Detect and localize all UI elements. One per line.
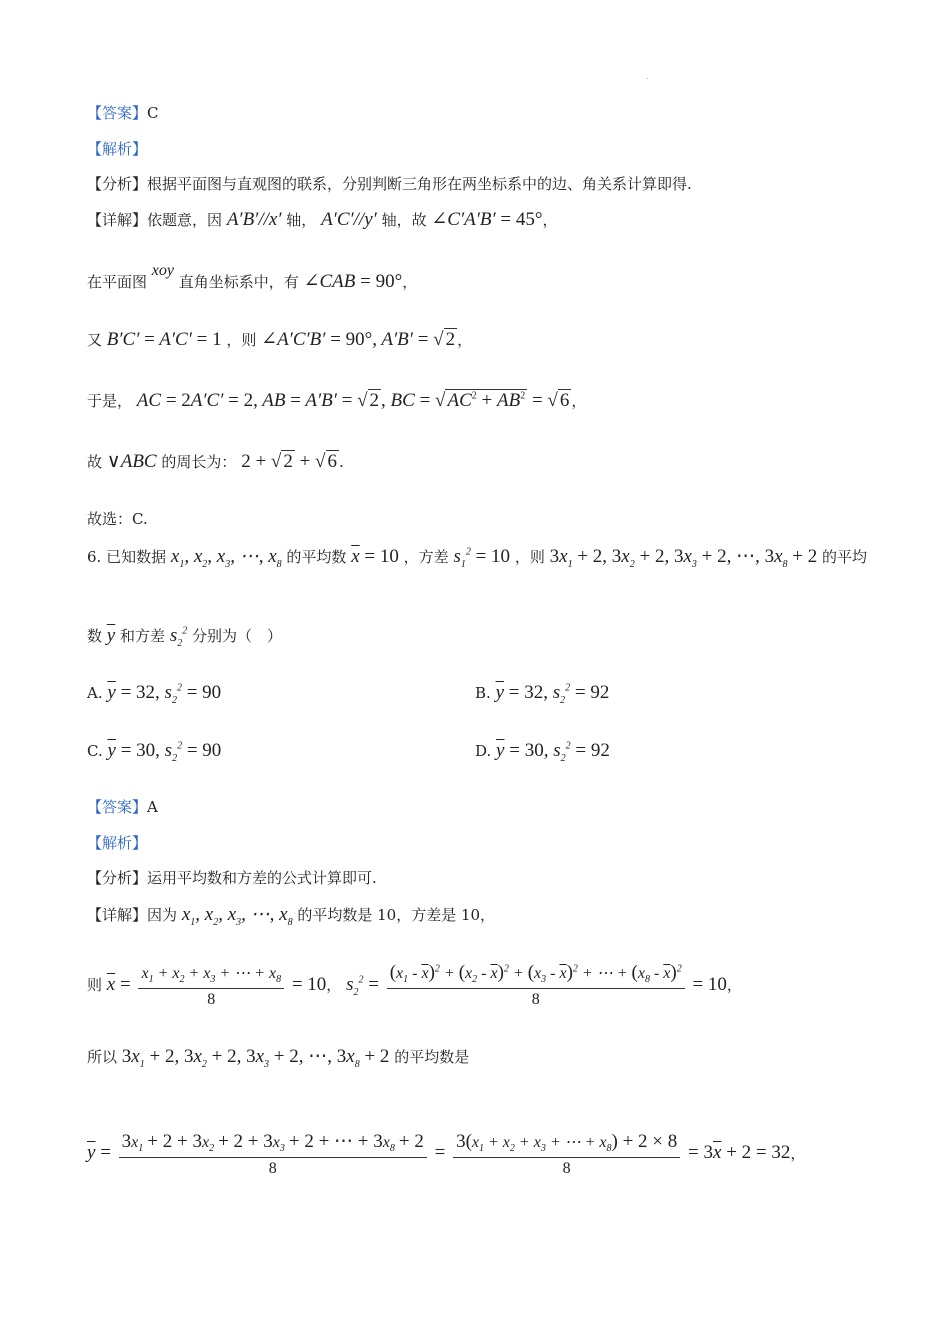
q5-plane-text-1: 在平面图	[87, 273, 148, 291]
q6-detail-4: $\overline{y}$ = $\frac{3x_1 + 2 + 3x_2 + 2 + 3x_3 + 2 + \cdots + 3x_8 + 2}{8}$ = $\frac{3(x_1 + x_2 + x_3 + \cdots + x_8) + 2 \times 8}{8}$ = $3\overline{x} + 2 = 32$，	[87, 1130, 806, 1178]
q6-stem-mid3: ，则	[514, 548, 545, 566]
formula-data-list: $x_1$, $x_2$, $x_3$, ⋯, $x_8$	[170, 546, 282, 570]
q6-detail-1	[87, 903, 495, 928]
formula-angle-90: ∠CAB = 90°	[303, 271, 403, 292]
q6-stem-mid2: ，方差	[403, 548, 449, 566]
formula-mean: $\overline{x}$ = $\frac{x_1 + x_2 + x_3 + \cdots + x_8}{8}$ = 10	[106, 964, 327, 1008]
q5-analysis-head	[87, 138, 147, 159]
formula-triangle: ∨ABC	[106, 451, 157, 472]
option-b-label: B.	[475, 684, 491, 702]
formula-perimeter: 2 + √ 2 + √ 6	[241, 451, 337, 472]
option-b-y: 32	[524, 682, 544, 703]
q5-answer-value: C	[147, 104, 159, 122]
q6-detail-3	[87, 1045, 469, 1070]
q5-yushi-text: 于是，	[87, 392, 133, 410]
option-d[interactable]: D. $\overline{y} = 30$, $s_2^2 = 92$	[475, 740, 610, 764]
q5-you-text: 又	[87, 331, 103, 349]
q6-analysis-head	[87, 832, 147, 853]
q6-stem-line2-b: 和方差	[120, 627, 166, 645]
option-c[interactable]: C. $\overline{y} = 30$, $s_2^2 = 90$	[87, 740, 222, 764]
q6-stem-mid1: 的平均数	[286, 548, 347, 566]
q5-gu-suffix: 的周长为：	[161, 453, 237, 471]
formula-ybar: $\overline{y}$	[106, 625, 116, 646]
option-a-label: A.	[87, 684, 103, 702]
formula-s2: $s_2^2$	[169, 625, 188, 649]
q5-choose-text: 故选：C.	[87, 510, 148, 528]
formula-axb-parallel: A′B′//x′	[226, 209, 282, 230]
detail-tag: 【详解】	[87, 906, 148, 924]
formula-lengths: AC = 2A′C′ = 2, AB = A′B′ = √ 2 , BC = √ $AC^2 + AB^2$ = √ 6	[136, 390, 570, 411]
formula-bc-ac: B′C′ = A′C′ = 1	[106, 329, 222, 350]
formula-data-list-2: $x_1$, $x_2$, $x_3$, ⋯, $x_8$	[181, 904, 293, 928]
option-d-y: 30	[524, 740, 544, 761]
formula-xbar: $\overline{x} = 10$	[351, 546, 399, 567]
answer-tag: 【答案】	[87, 104, 148, 122]
q5-plane-text-2: 直角坐标系中，有	[178, 273, 299, 291]
option-b-s: 92	[590, 682, 610, 703]
q5-detail-5: 故 ∨ABC 的周长为： 2 + √ 2 + √ 6 .	[87, 451, 344, 472]
option-c-y: 30	[136, 740, 156, 761]
q6-answer-line	[87, 796, 158, 817]
formula-transformed-list-2: $3x_1 + 2$, $3x_2 + 2$, $3x_3 + 2$, ⋯, $3x_8 + 2$	[121, 1046, 390, 1070]
option-b[interactable]: B. $\overline{y} = 32$, $s_2^2 = 92$	[475, 682, 610, 706]
formula-variance: $s_2^2$ = $\frac{(x_1 - \overline{x})^2 + (x_2 - \overline{x})^2 + (x_3 - \overline{x})^2 + \cdots + (x_8 - \overline{x})^2}{8}$ = 10	[346, 962, 727, 1009]
option-a-s: 90	[202, 682, 222, 703]
option-a-y: 32	[136, 682, 156, 703]
q5-answer-line	[87, 102, 159, 123]
analysis-tag: 【解析】	[87, 834, 148, 852]
formula-transformed-list: $3x_1 + 2$, $3x_2 + 2$, $3x_3 + 2$, ⋯, $3x_8 + 2$	[549, 546, 818, 570]
fenxi-tag: 【分析】	[87, 869, 148, 887]
formula-angle-acb: ∠A′C′B′ = 90°, A′B′ = √ 2	[261, 329, 456, 350]
q5-detail-2: 在平面图 xoy 直角坐标系中，有 ∠CAB = 90°，	[87, 262, 418, 292]
q6-stem-1	[87, 545, 867, 570]
q6-stem-end: 的平均	[822, 548, 868, 566]
q6-stem-line2-c: 分别为（ ）	[192, 627, 283, 645]
q6-stem-2	[87, 625, 282, 649]
option-d-s: 92	[590, 740, 610, 761]
analysis-tag: 【解析】	[87, 140, 148, 158]
q6-detail-2: 则 $\overline{x}$ = $\frac{x_1 + x_2 + x_3 + \cdots + x_8}{8}$ = 10， $s_2^2$ = $\frac{(x_1 - \overline{x})^2 + (x_2 - \overline{x})^2 + (x_3 - \overline{x})^2 + \cdots + (x_8 - \overline{x})^2}{8}$ = 10，	[87, 962, 742, 1009]
q6-fenxi	[87, 867, 377, 888]
formula-ac-parallel: A′C′//y′	[321, 209, 377, 230]
q5-detail-4: 于是， AC = 2A′C′ = 2, AB = A′B′ = √ 2 , BC = √ $AC^2 + AB^2$ = √ 6 ，	[87, 390, 587, 411]
page-dot: .	[646, 72, 649, 81]
q5-axis-text-2: 轴，故	[381, 211, 427, 229]
fenxi-tag: 【分析】	[87, 175, 148, 193]
detail-tag: 【详解】	[87, 211, 148, 229]
q5-detail-3: 又 B′C′ = A′C′ = 1 ，则 ∠A′C′B′ = 90°, A′B′ = √ 2 ，	[87, 329, 473, 350]
q6-stem-prefix: 6. 已知数据	[87, 548, 167, 566]
q5-detail-prefix: 依题意，因	[147, 211, 223, 229]
q5-plane-xoy: xoy	[151, 262, 174, 279]
option-c-label: C.	[87, 742, 103, 760]
q5-ze-text: ，则	[226, 331, 257, 349]
q6-answer-value: A	[147, 798, 158, 816]
q6-detail-prefix: 因为	[147, 906, 178, 924]
formula-ymean: $\overline{y}$ = $\frac{3x_1 + 2 + 3x_2 + 2 + 3x_3 + 2 + \cdots + 3x_8 + 2}{8}$ = $\frac{3(x_1 + x_2 + x_3 + \cdots + x_8) + 2 \times 8}{8}$ = $3\overline{x} + 2 = 32$	[87, 1130, 791, 1178]
q6-suoyi-suffix: 的平均数是	[394, 1048, 470, 1066]
option-a[interactable]: A. $\overline{y} = 32$, $s_2^2 = 90$	[87, 682, 222, 706]
q5-detail-1: 【详解】依题意，因 A′B′//x′ 轴， A′C′//y′ 轴，故 ∠C′A′B′ = 45°，	[87, 209, 558, 230]
formula-s1: $s_1^2 = 10$	[453, 546, 511, 570]
q5-gu-text: 故	[87, 453, 103, 471]
q5-fenxi-text: 根据平面图与直观图的联系，分别判断三角形在两坐标系中的边、角关系计算即得.	[147, 175, 692, 193]
answer-tag: 【答案】	[87, 798, 148, 816]
q6-fenxi-text: 运用平均数和方差的公式计算即可.	[147, 869, 377, 887]
q6-stem-line2-a: 数	[87, 627, 103, 645]
q6-detail-suffix: 的平均数是 10，方差是 10，	[297, 906, 496, 924]
q6-suoyi: 所以	[87, 1048, 118, 1066]
option-d-label: D.	[475, 742, 492, 760]
q5-fenxi	[87, 173, 692, 194]
q5-choose	[87, 508, 148, 529]
q6-ze: 则	[87, 975, 103, 994]
option-c-s: 90	[202, 740, 222, 761]
q5-axis-text-1: 轴，	[286, 211, 317, 229]
formula-angle-45: ∠C′A′B′ = 45°	[431, 209, 543, 230]
